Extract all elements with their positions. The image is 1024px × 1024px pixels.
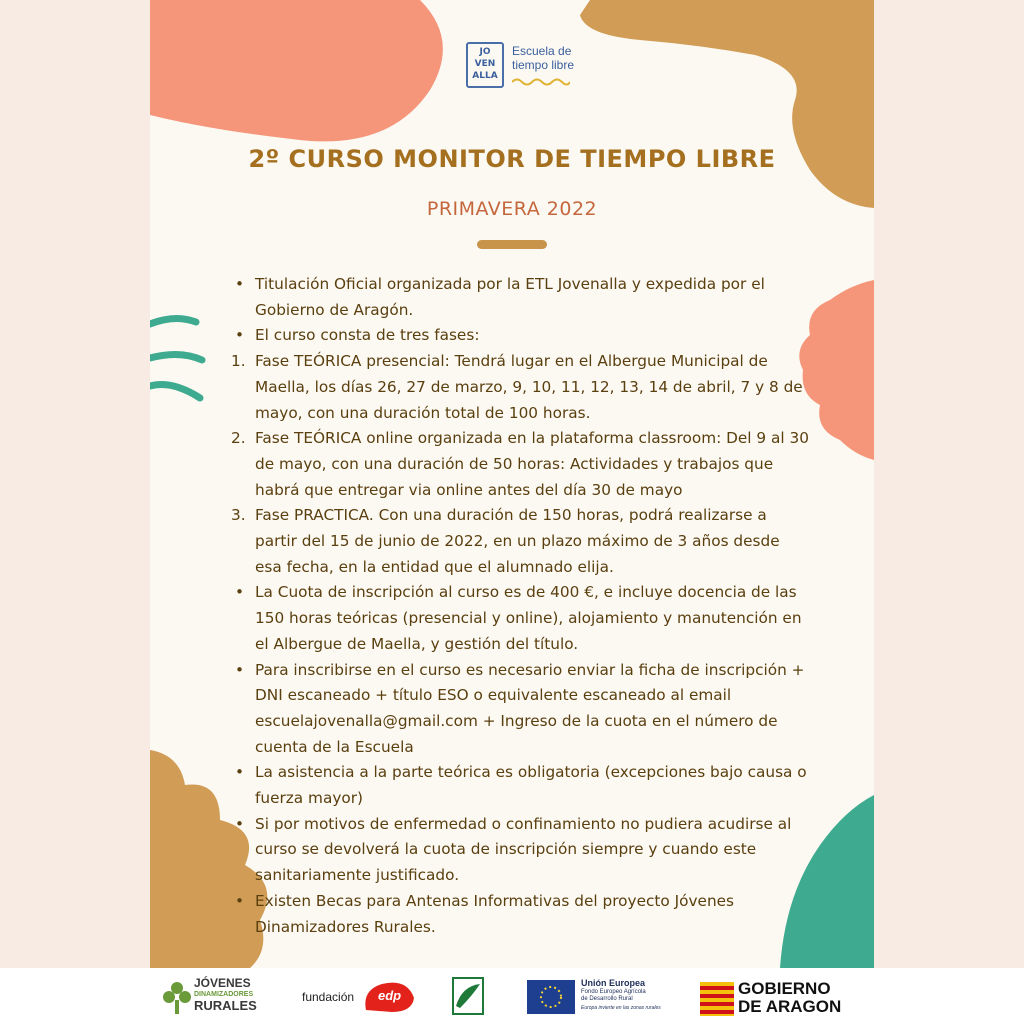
list-item bbox=[231, 349, 810, 426]
list-item-text: Titulación Oficial organizada por la ETL Jovenalla y expedida por el Gobierno de Aragón. bbox=[255, 275, 765, 319]
bullet: • bbox=[235, 763, 245, 782]
edp-text: edp bbox=[378, 988, 402, 1003]
bullet: • bbox=[235, 583, 245, 602]
jdr-line-2: DINAMIZADORES bbox=[194, 991, 254, 998]
bullet: • bbox=[235, 326, 245, 345]
list-item-text: Para inscribirse en el curso es necesario enviar la ficha de inscripción + DNI escaneado + título ESO o equivalente escaneado al email escuelajovenalla@gmail.com + Ingreso de la cuota en el número de cuenta de la Escuela bbox=[255, 660, 805, 756]
teal-stripes-left bbox=[150, 310, 210, 410]
leader-icon bbox=[452, 976, 484, 1016]
list-item bbox=[235, 760, 810, 811]
mustard-blob-top-right bbox=[580, 0, 874, 210]
list-item bbox=[235, 889, 810, 940]
number: 1. bbox=[231, 352, 246, 371]
list-item-text: El curso consta de tres fases: bbox=[255, 326, 480, 345]
gob-line-1: GOBIERNO bbox=[738, 979, 831, 998]
gob-line-2: DE ARAGON bbox=[738, 997, 842, 1016]
list-item bbox=[235, 658, 810, 761]
list-item bbox=[231, 503, 810, 580]
number: 2. bbox=[231, 429, 246, 448]
jdr-line-3: RURALES bbox=[194, 998, 257, 1013]
logo-text: Escuela de tiempo libre bbox=[512, 44, 575, 72]
eu-flag-icon bbox=[527, 980, 575, 1014]
page-subtitle: PRIMAVERA 2022 bbox=[426, 198, 598, 220]
fundacion-text: fundación bbox=[302, 990, 355, 1004]
eu-logo bbox=[527, 976, 692, 1016]
leader-logo bbox=[452, 976, 484, 1016]
gobierno-aragon-logo bbox=[700, 976, 860, 1016]
list-item bbox=[231, 426, 810, 503]
list-item-text: Si por motivos de enfermedad o confinamiento no pudiera acudirse al curso se devolverá la cuota de inscripción siempre y cuando este sanitariamente justificado. bbox=[255, 814, 792, 885]
eu-title: Unión Europea bbox=[581, 978, 646, 988]
eu-sub2: de Desarrollo Rural bbox=[581, 996, 633, 1002]
aragon-flag-icon bbox=[700, 982, 734, 1016]
fundacion-edp-logo bbox=[302, 976, 417, 1016]
logo-box bbox=[466, 42, 504, 88]
page-title: 2º CURSO MONITOR DE TIEMPO LIBRE bbox=[248, 145, 776, 173]
bullet: • bbox=[235, 891, 245, 910]
bullet: • bbox=[235, 660, 245, 679]
logo-line-2: VEN bbox=[474, 59, 496, 69]
logo-squiggle-icon bbox=[512, 76, 570, 86]
bullet: • bbox=[235, 275, 245, 293]
list-item-text: Fase TEÓRICA online organizada en la plataforma classroom: Del 9 al 30 de mayo, con una duración de 50 horas: Actividades y trabajos que habrá que entregar via online antes del día 30 de mayo bbox=[255, 429, 809, 499]
eu-tag: Europa invierte en las zonas rurales bbox=[581, 1005, 661, 1011]
jdr-logo bbox=[162, 976, 272, 1016]
divider-bar bbox=[477, 240, 547, 249]
jovenalla-logo bbox=[460, 38, 580, 98]
poster bbox=[150, 0, 874, 968]
logo-line-3: ALLA bbox=[472, 71, 498, 81]
list-item-text: La asistencia a la parte teórica es obligatoria (excepciones bajo causa o fuerza mayor) bbox=[255, 763, 807, 808]
jdr-line-1: JÓVENES bbox=[194, 976, 251, 990]
list-item-text: Fase PRACTICA. Con una duración de 150 horas, podrá realizarse a partir del 15 de junio de 2022, en un plazo máximo de 3 años desde esa fecha, en la entidad que el alumnado elija. bbox=[255, 506, 780, 576]
bullet: • bbox=[235, 814, 245, 833]
salmon-blob-top-left bbox=[150, 0, 450, 150]
list-item bbox=[235, 812, 810, 889]
sponsor-footer bbox=[0, 968, 1024, 1024]
number: 3. bbox=[231, 506, 246, 525]
list-item-text: Existen Becas para Antenas Informativas del proyecto Jóvenes Dinamizadores Rurales. bbox=[255, 891, 735, 936]
list-item bbox=[235, 272, 810, 323]
eu-sub1: Fondo Europeo Agrícola bbox=[581, 989, 646, 995]
info-list bbox=[231, 272, 810, 940]
list-item-text: La Cuota de inscripción al curso es de 400 €, e incluye docencia de las 150 horas teóricas (presencial y online), alojamiento y manutención en el Albergue de Maella, y gestión del título. bbox=[255, 583, 802, 653]
list-item bbox=[235, 323, 810, 349]
list-item-text: Fase TEÓRICA presencial: Tendrá lugar en el Albergue Municipal de Maella, los días 26, 27 de marzo, 9, 10, 11, 12, 13, 14 de abril, 7 y 8 de mayo, con una duración total de 100 horas. bbox=[255, 352, 803, 422]
logo-line-1: JO bbox=[479, 47, 491, 57]
clover-icon bbox=[162, 980, 192, 1014]
list-item bbox=[235, 580, 810, 657]
